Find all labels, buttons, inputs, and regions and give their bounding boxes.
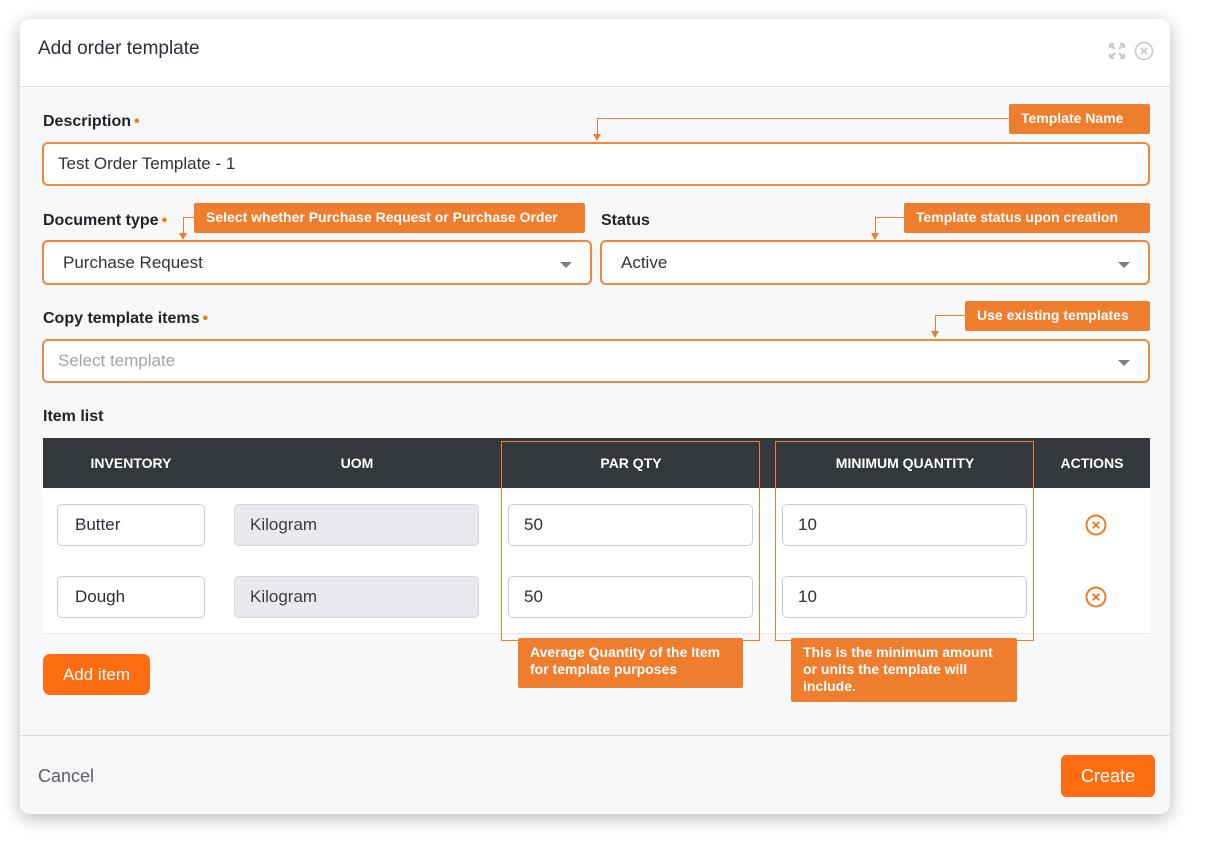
inventory-value: Butter [75,515,121,534]
inventory-input[interactable] [57,576,205,618]
inventory-input[interactable] [57,504,205,546]
copy-template-label [43,310,208,328]
min-qty-value: 10 [798,515,817,534]
callout-document-type: Select whether Purchase Request or Purchase Order [194,203,585,233]
column-minimum-quantity: MINIMUM QUANTITY [835,455,975,471]
callout-par-qty: Average Quantity of the Item for template purposes [518,638,743,688]
callout-arrowhead [179,233,187,240]
modal-footer [20,735,1170,814]
description-label-text: Description [43,113,132,130]
callout-arrowhead [931,331,939,338]
description-value: Test Order Template - 1 [58,154,236,173]
document-type-select[interactable] [42,240,592,285]
document-type-label [43,212,167,230]
required-mark: • [202,310,209,327]
chevron-down-icon [1118,262,1130,268]
status-label: Status [601,212,650,229]
status-value: Active [621,252,668,272]
callout-leader [875,217,905,234]
copy-template-placeholder: Select template [58,351,176,370]
remove-row-icon[interactable] [1085,586,1107,608]
remove-row-icon[interactable] [1085,514,1107,536]
callout-arrowhead [871,233,879,240]
par-qty-value: 50 [524,587,543,606]
chevron-down-icon [1118,360,1130,366]
modal-title: Add order template [38,38,200,59]
document-type-label-text: Document type [43,212,159,229]
status-select[interactable] [600,240,1150,285]
document-type-value: Purchase Request [63,252,203,272]
description-input[interactable] [42,142,1150,186]
min-qty-highlight [775,441,1034,641]
uom-value: Kilogram [250,515,318,534]
chevron-down-icon [560,262,572,268]
min-qty-value: 10 [798,587,817,606]
create-button[interactable]: Create [1061,755,1155,797]
column-actions: ACTIONS [1060,455,1124,471]
callout-copy-template: Use existing templates [965,301,1150,331]
callout-status: Template status upon creation [904,203,1150,233]
modal-header [20,19,1170,87]
column-inventory: INVENTORY [90,455,172,471]
uom-value: Kilogram [250,587,318,606]
column-uom: UOM [340,455,374,471]
required-mark: • [134,113,140,130]
callout-arrowhead [593,134,601,141]
add-item-button[interactable]: Add item [43,654,150,695]
callout-leader [597,118,1010,135]
copy-template-select[interactable] [42,339,1150,383]
uom-field [234,576,479,618]
uom-field [234,504,479,546]
callout-template-name: Template Name [1009,104,1150,134]
column-par-qty: PAR QTY [600,455,662,471]
callout-leader [935,315,966,332]
required-mark: • [161,212,168,229]
par-qty-value: 50 [524,515,543,534]
close-icon[interactable] [1134,41,1154,61]
description-label [43,113,140,131]
inventory-value: Dough [75,587,126,606]
item-list-label: Item list [43,408,104,425]
copy-template-label-text: Copy template items [43,310,200,327]
par-qty-highlight [501,441,760,641]
add-order-template-modal [20,19,1170,814]
callout-leader [183,217,195,234]
cancel-button[interactable]: Cancel [38,766,95,786]
expand-icon[interactable] [1107,41,1127,61]
callout-min-qty: This is the minimum amount or units the template will include. [791,638,1017,702]
